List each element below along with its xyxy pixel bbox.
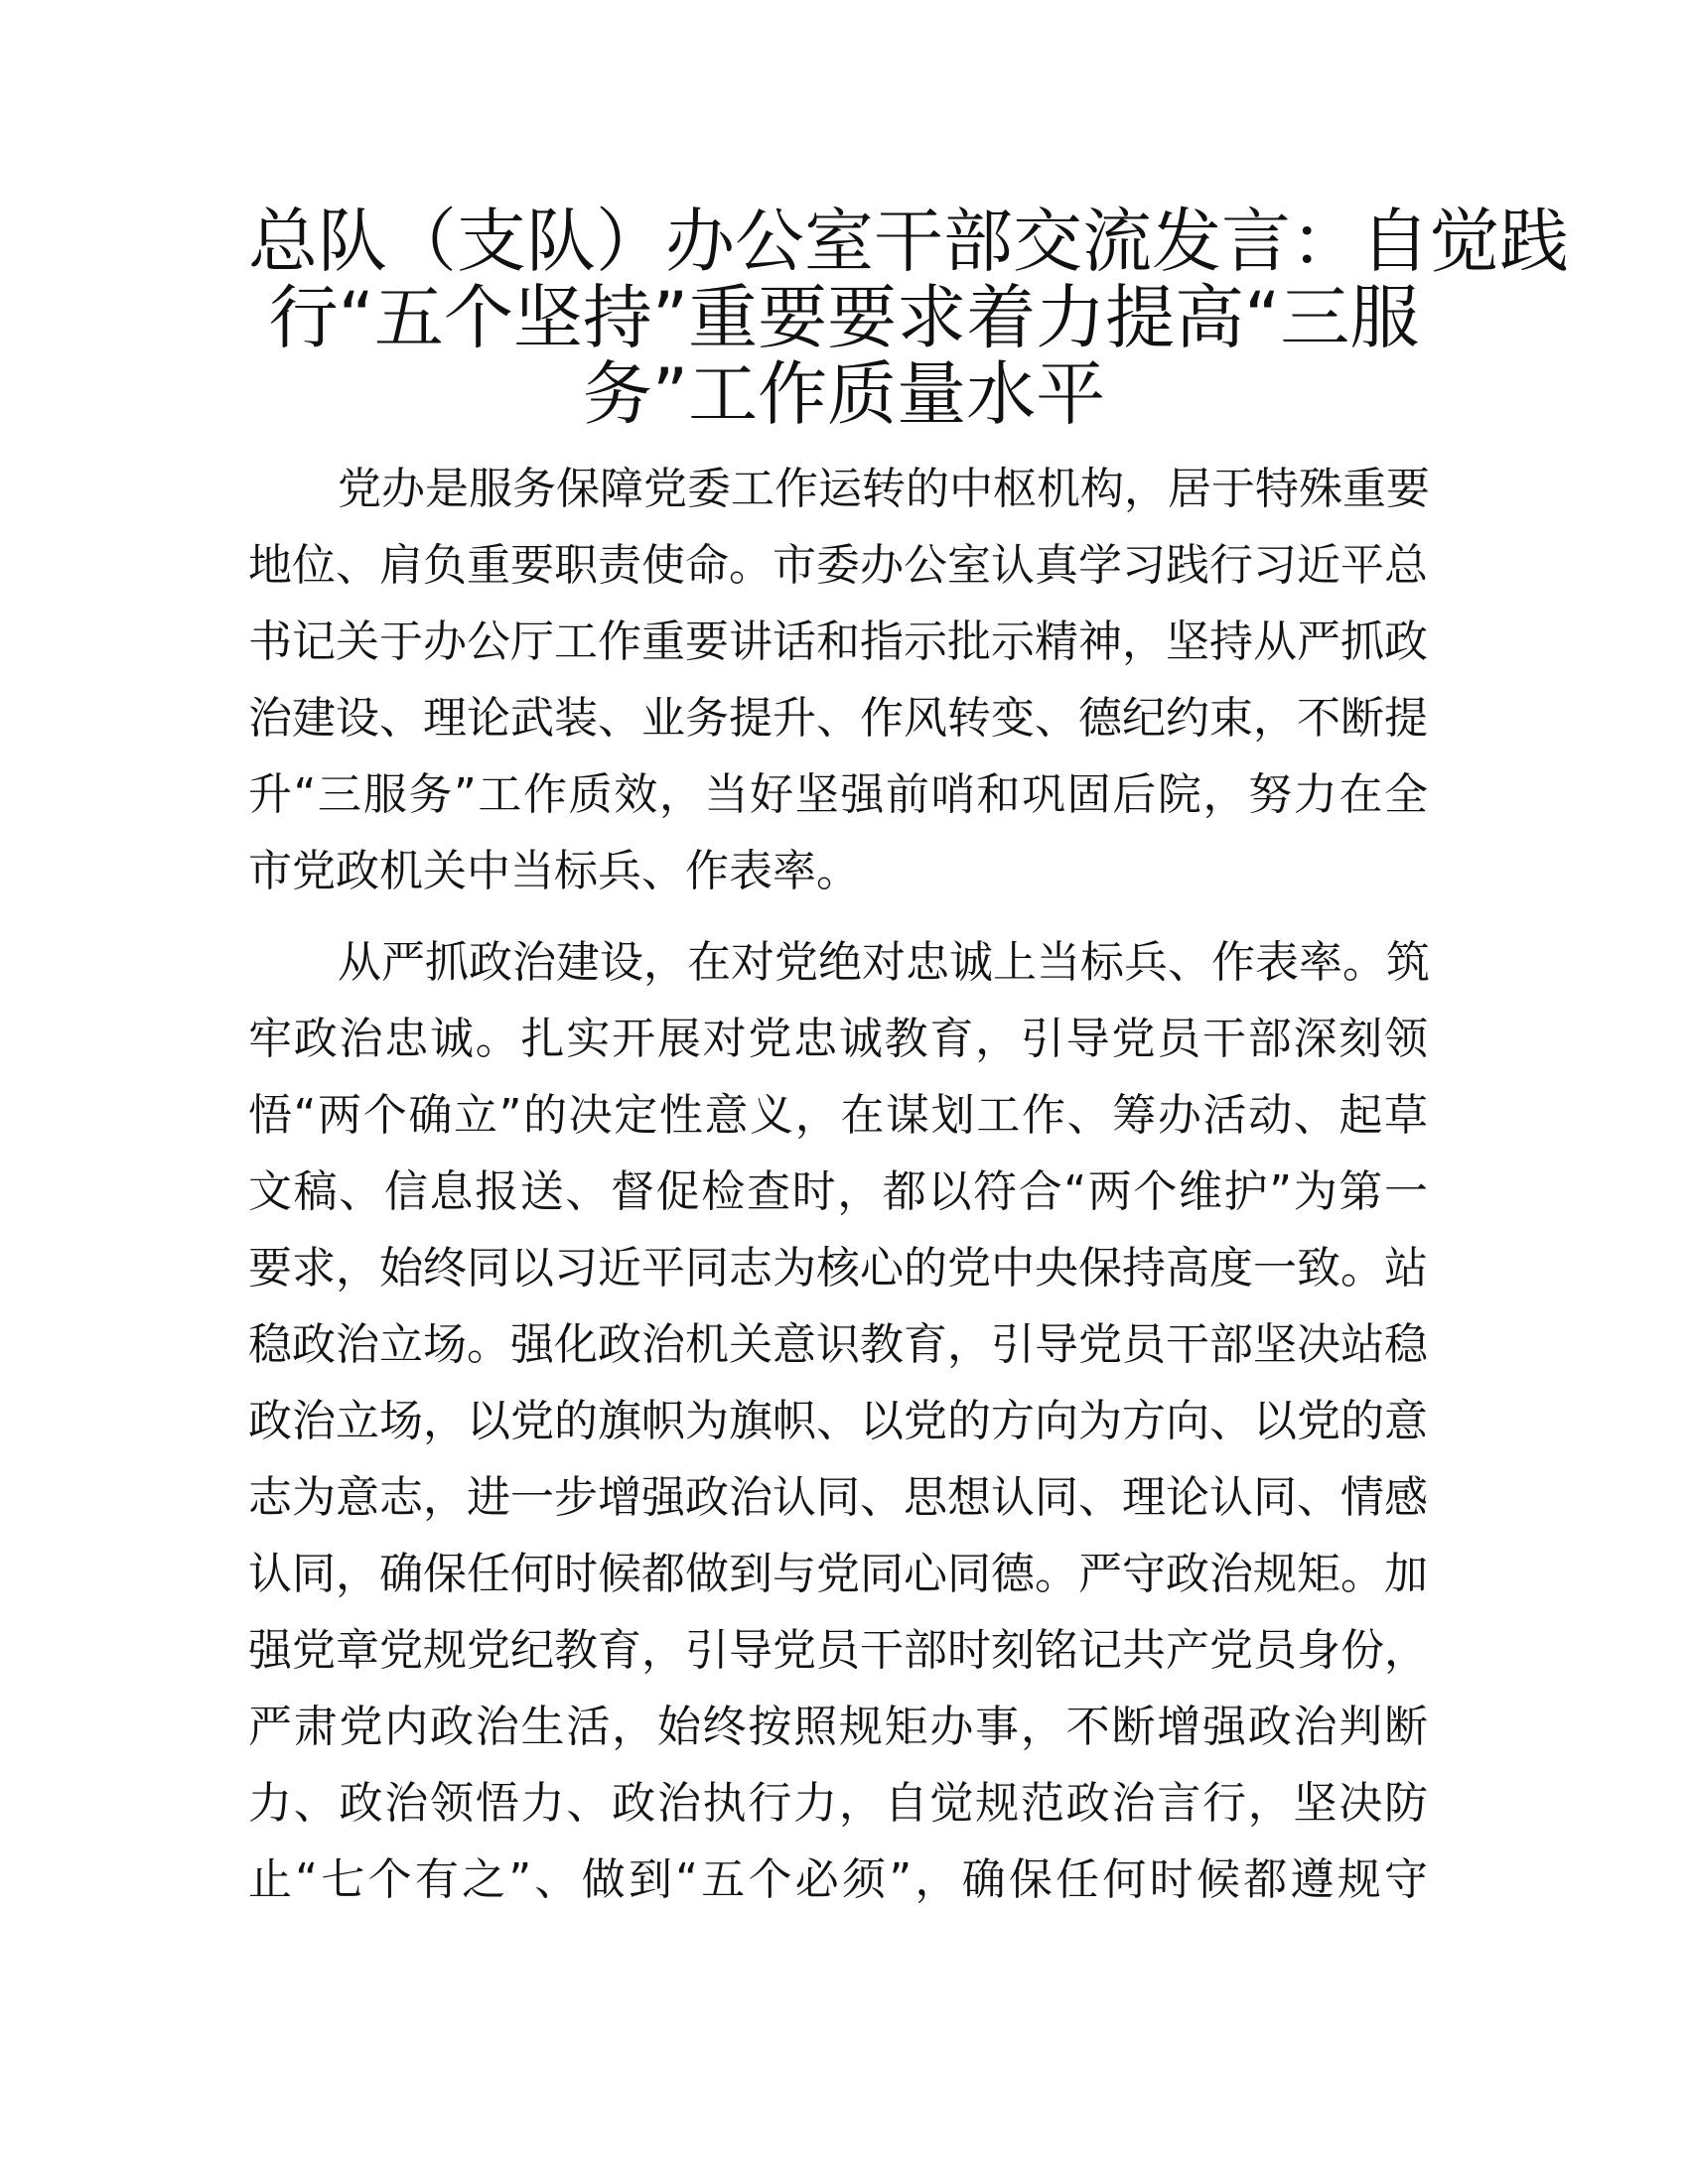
- text-line: 稳政治立场。强化政治机关意识教育，引导党员干部坚决站稳: [248, 1319, 1428, 1370]
- text-line: 牢政治忠诚。扎实开展对党忠诚教育，引导党员干部深刻领: [248, 1014, 1428, 1064]
- document-title: [248, 201, 1569, 435]
- paragraph-political-building: [248, 924, 1428, 1918]
- title-line: 总队（支队）办公室干部交流发言：自觉践: [248, 201, 1569, 282]
- text-line: 文稿、信息报送、督促检查时，都以符合“两个维护”为第一: [248, 1166, 1428, 1217]
- text-line: 党办是服务保障党委工作运转的中枢机构，居于特殊重要: [338, 464, 1430, 514]
- text-line: 政治立场，以党的旗帜为旗帜、以党的方向为方向、以党的意: [248, 1396, 1428, 1446]
- text-line: 要求，始终同以习近平同志为核心的党中央保持高度一致。站: [248, 1243, 1428, 1294]
- text-line: 力、政治领悟力、政治执行力，自觉规范政治言行，坚决防: [248, 1778, 1428, 1829]
- document-body: [248, 451, 1428, 1933]
- text-line: 市党政机关中当标兵、作表率。: [248, 846, 860, 896]
- text-line: 强党章党规党纪教育，引导党员干部时刻铭记共产党员身份，: [248, 1625, 1428, 1676]
- text-line: 志为意志，进一步增强政治认同、思想认同、理论认同、情感: [248, 1472, 1428, 1523]
- text-line: 悟“两个确立”的决定性意义，在谋划工作、筹办活动、起草: [248, 1090, 1428, 1141]
- text-line: 地位、肩负重要职责使命。市委办公室认真学习践行习近平总: [248, 540, 1428, 591]
- text-line: 书记关于办公厅工作重要讲话和指示批示精神，坚持从严抓政: [248, 616, 1428, 667]
- title-line: 务”工作质量水平: [582, 353, 1106, 435]
- text-line: 从严抓政治建设，在对党绝对忠诚上当标兵、作表率。筑: [338, 937, 1430, 988]
- paragraph-intro: [248, 451, 1428, 909]
- text-line: 认同，确保任何时候都做到与党同心同德。严守政治规矩。加: [248, 1549, 1428, 1599]
- text-line: 治建设、理论武装、业务提升、作风转变、德纪约束，不断提: [248, 693, 1428, 744]
- title-line: 行“五个坚持”重要要求着力提高“三服: [268, 277, 1420, 358]
- text-line: 止“七个有之”、做到“五个必须”，确保任何时候都遵规守: [248, 1854, 1428, 1905]
- text-line: 升“三服务”工作质效，当好坚强前哨和巩固后院，努力在全: [248, 769, 1428, 820]
- text-line: 严肃党内政治生活，始终按照规矩办事，不断增强政治判断: [248, 1702, 1428, 1752]
